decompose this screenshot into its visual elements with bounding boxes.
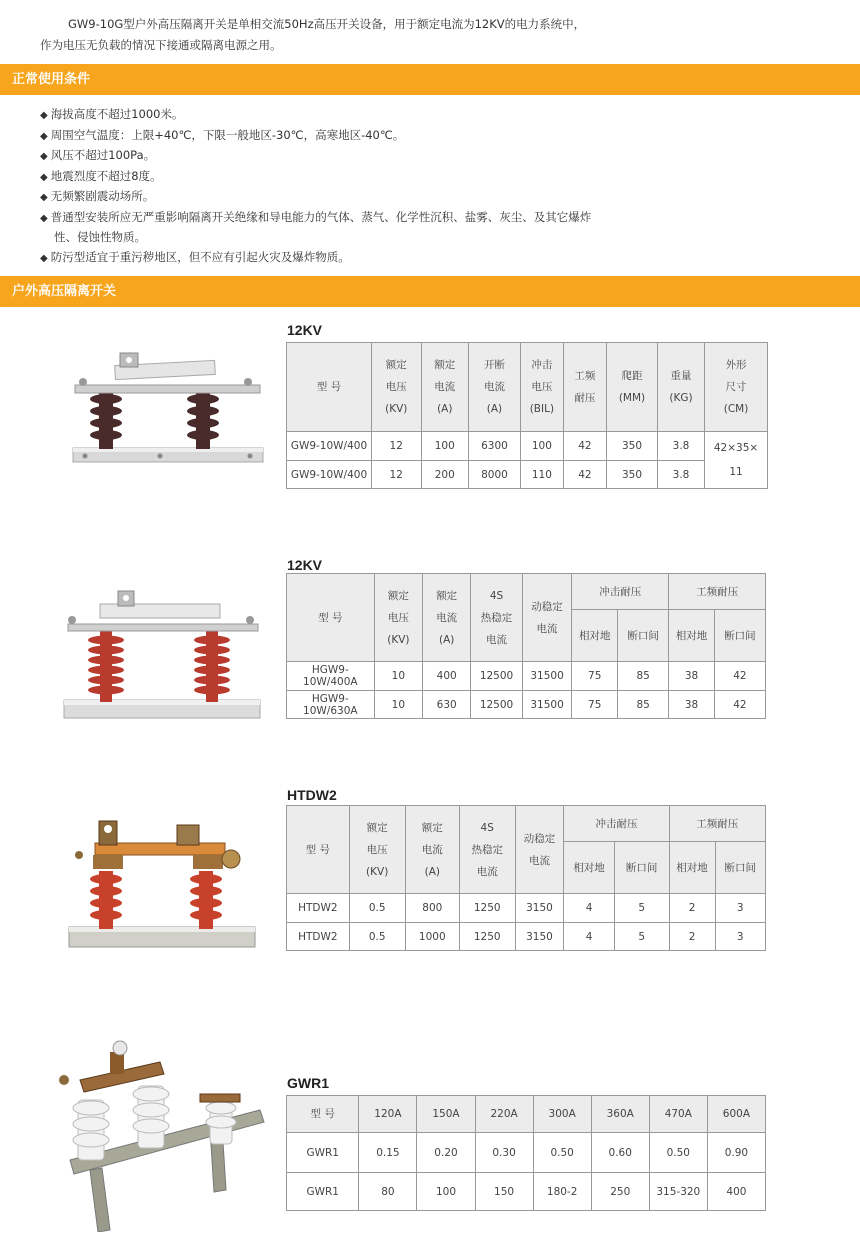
table-row: HTDW2 0.5 800 1250 3150 4 5 2 3 <box>287 894 766 923</box>
section-bar-products: 户外高压隔离开关 <box>0 276 860 307</box>
header-open-gap: 断口间 <box>715 842 765 894</box>
header-phase-ground: 相对地 <box>564 842 614 894</box>
header-impulse-withstand: 冲击耐压 <box>564 806 669 842</box>
header-impulse: 冲击 电压 (BIL) <box>520 343 563 432</box>
header-rating: 300A <box>533 1096 591 1133</box>
spec-table-htdw2 <box>286 805 766 951</box>
header-rating: 220A <box>475 1096 533 1133</box>
condition-item: ◆ 无频繁剧震动场所。 <box>40 187 600 208</box>
conditions-list <box>40 105 600 268</box>
header-thermal-current: 4S 热稳定 电流 <box>459 806 515 894</box>
header-rating: 150A <box>417 1096 475 1133</box>
section-bar-conditions: 正常使用条件 <box>0 64 860 95</box>
header-current: 额定 电流 (A) <box>421 343 469 432</box>
intro-line-2: 作为电压无负载的情况下接通或隔离电源之用。 <box>40 38 282 52</box>
intro-line-1: GW9-10G型户外高压隔离开关是单相交流50Hz高压开关设备，用于额定电流为12KV的电力系统中， <box>68 17 586 31</box>
table-row: HGW9-10W/630A 10 630 12500 31500 75 85 38 42 <box>287 691 766 719</box>
table-row: GW9-10W/400 12 200 8000 110 42 350 3.8 <box>287 461 768 489</box>
header-open-gap: 断口间 <box>618 610 669 662</box>
spec-table-gw9 <box>286 342 768 489</box>
header-rating: 360A <box>591 1096 649 1133</box>
header-pf-withstand: 工频耐压 <box>669 806 765 842</box>
spec-table-gwr1 <box>286 1095 766 1211</box>
table-row: GWR1 80 100 150 180-2 250 315-320 400 <box>287 1173 766 1211</box>
gw9-switch-photo <box>65 345 270 470</box>
header-pf-withstand: 工频 耐压 <box>563 343 606 432</box>
header-rating: 600A <box>707 1096 765 1133</box>
header-phase-ground: 相对地 <box>572 610 618 662</box>
header-voltage: 额定 电压 (KV) <box>371 343 421 432</box>
table-title-htdw2: HTDW2 <box>287 787 337 803</box>
condition-item: ◆ 地震烈度不超过8度。 <box>40 167 600 188</box>
condition-item: ◆ 防污型适宜于重污秽地区，但不应有引起火灾及爆炸物质。 <box>40 248 600 269</box>
header-impulse-withstand: 冲击耐压 <box>572 574 669 610</box>
header-creepage: 爬距 (MM) <box>607 343 658 432</box>
header-dynamic-current: 动稳定 电流 <box>522 574 572 662</box>
table-title-12kv-b: 12KV <box>287 557 323 573</box>
header-open-gap: 断口间 <box>614 842 669 894</box>
spec-table-hgw9 <box>286 573 766 719</box>
header-current: 额定 电流 (A) <box>405 806 459 894</box>
dimensions-cell: 42×35× 11 <box>705 432 768 489</box>
condition-item: ◆ 周围空气温度：上限+40℃，下限一般地区-30℃，高寒地区-40℃。 <box>40 126 600 147</box>
header-phase-ground: 相对地 <box>669 610 715 662</box>
header-rating: 120A <box>359 1096 417 1133</box>
table-row: GW9-10W/400 12 100 6300 100 42 350 3.8 42×35× 11 <box>287 432 768 461</box>
header-thermal-current: 4S 热稳定 电流 <box>471 574 522 662</box>
hgw9-switch-photo <box>60 588 265 723</box>
header-voltage: 额定 电压 (KV) <box>374 574 422 662</box>
header-voltage: 额定 电压 (KV) <box>349 806 405 894</box>
header-phase-ground: 相对地 <box>669 842 715 894</box>
htdw2-switch-photo <box>65 815 260 955</box>
header-model: 型 号 <box>287 1096 359 1133</box>
intro-text <box>40 14 840 56</box>
table-title-gwr1: GWR1 <box>287 1075 329 1091</box>
header-model: 型 号 <box>287 343 372 432</box>
header-weight: 重量 (KG) <box>657 343 704 432</box>
condition-item: ◆ 海拔高度不超过1000米。 <box>40 105 600 126</box>
header-dynamic-current: 动稳定 电流 <box>515 806 564 894</box>
header-model: 型 号 <box>287 574 375 662</box>
table-title-12kv-a: 12KV <box>287 322 323 338</box>
header-rating: 470A <box>649 1096 707 1133</box>
header-pf-withstand: 工频耐压 <box>669 574 766 610</box>
condition-item: ◆ 风压不超过100Pa。 <box>40 146 600 167</box>
header-break-current: 开断 电流 (A) <box>469 343 521 432</box>
header-dimensions: 外形 尺寸 (CM) <box>705 343 768 432</box>
gwr1-switch-photo <box>50 1040 275 1232</box>
header-model: 型 号 <box>287 806 350 894</box>
header-current: 额定 电流 (A) <box>423 574 471 662</box>
table-row: HTDW2 0.5 1000 1250 3150 4 5 2 3 <box>287 923 766 951</box>
header-open-gap: 断口间 <box>714 610 765 662</box>
condition-item: ◆ 普通型安装所应无严重影响隔离开关绝缘和导电能力的气体、蒸气、化学性沉积、盐雾、灰尘、及其它爆炸性、侵蚀性物质。 <box>40 208 600 248</box>
table-row: HGW9-10W/400A 10 400 12500 31500 75 85 38 42 <box>287 662 766 691</box>
table-row: GWR1 0.15 0.20 0.30 0.50 0.60 0.50 0.90 <box>287 1133 766 1173</box>
